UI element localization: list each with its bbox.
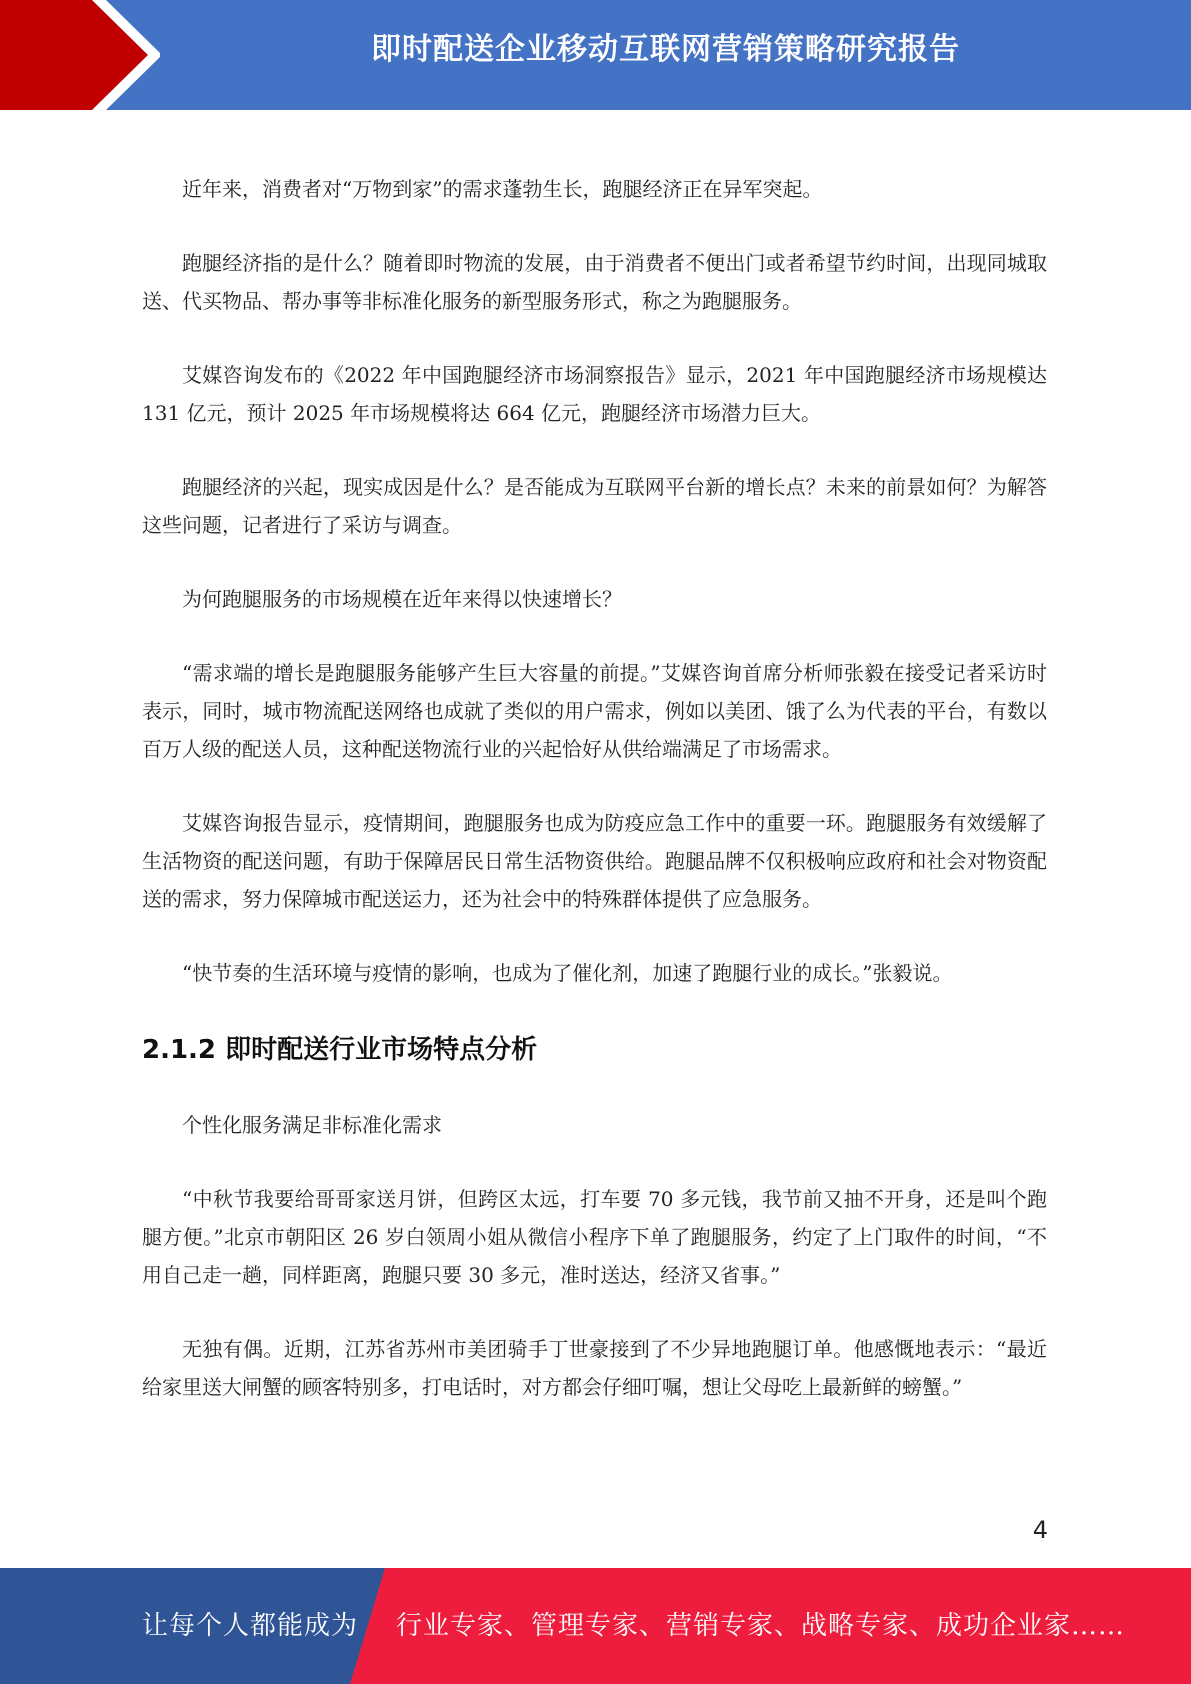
section-heading: 2.1.2 即时配送行业市场特点分析 [142,1035,538,1065]
header-chevron-decoration [0,0,160,110]
paragraph: 无独有偶。近期，江苏省苏州市美团骑手丁世豪接到了不少异地跑腿订单。他感慨地表示：“最近给家里送大闸蟹的顾客特别多，打电话时，对方都会仔细叮嘱，想让父母吃上最新鲜的螃蟹。” [142,1337,1047,1399]
paragraph: “需求端的增长是跑腿服务能够产生巨大容量的前提。”艾媒咨询首席分析师张毅在接受记者采访时表示，同时，城市物流配送网络也成就了类似的用户需求，例如以美团、饿了么为代表的平台，有数以百万人级的配送人员，这种配送物流行业的兴起恰好从供给端满足了市场需求。 [142,661,1047,761]
page-number: 4 [1032,1516,1048,1544]
paragraph: “快节奏的生活环境与疫情的影响，也成为了催化剂，加速了跑腿行业的成长。”张毅说。 [182,961,953,985]
footer-slogan-right: 行业专家、管理专家、营销专家、战略专家、成功企业家…… [396,1611,1126,1641]
paragraph: 近年来，消费者对“万物到家”的需求蓬勃生长，跑腿经济正在异军突起。 [182,177,823,201]
paragraph: 为何跑腿服务的市场规模在近年来得以快速增长？ [182,587,622,611]
paragraph: 跑腿经济的兴起，现实成因是什么？是否能成为互联网平台新的增长点？未来的前景如何？为解答这些问题，记者进行了采访与调查。 [142,475,1047,537]
paragraph: 艾媒咨询报告显示，疫情期间，跑腿服务也成为防疫应急工作中的重要一环。跑腿服务有效缓解了生活物资的配送问题，有助于保障居民日常生活物资供给。跑腿品牌不仅积极响应政府和社会对物资配送的需求，努力保障城市配送运力，还为社会中的特殊群体提供了应急服务。 [142,811,1047,911]
footer-slogan-left: 让每个人都能成为 [142,1611,359,1641]
paragraph: “中秋节我要给哥哥家送月饼，但跨区太远，打车要 70 多元钱，我节前又抽不开身，还是叫个跑腿方便。”北京市朝阳区 26 岁白领周小姐从微信小程序下单了跑腿服务，约定了上门取件的时间，“不用自己走一趟，同样距离，跑腿只要 30 多元，准时送达，经济又省事。” [142,1187,1047,1287]
page-header [0,0,1191,110]
paragraph: 跑腿经济指的是什么？随着即时物流的发展，由于消费者不便出门或者希望节约时间，出现同城取送、代买物品、帮办事等非标准化服务的新型服务形式，称之为跑腿服务。 [142,251,1047,313]
header-red-block [0,0,148,110]
report-title: 即时配送企业移动互联网营销策略研究报告 [371,32,960,67]
paragraph: 个性化服务满足非标准化需求 [182,1113,442,1137]
page-footer [0,1568,1191,1684]
paragraph: 艾媒咨询发布的《2022 年中国跑腿经济市场洞察报告》显示，2021 年中国跑腿经济市场规模达 131 亿元，预计 2025 年市场规模将达 664 亿元，跑腿经济市场潜力巨大。 [142,363,1047,425]
document-body [142,170,1047,1442]
